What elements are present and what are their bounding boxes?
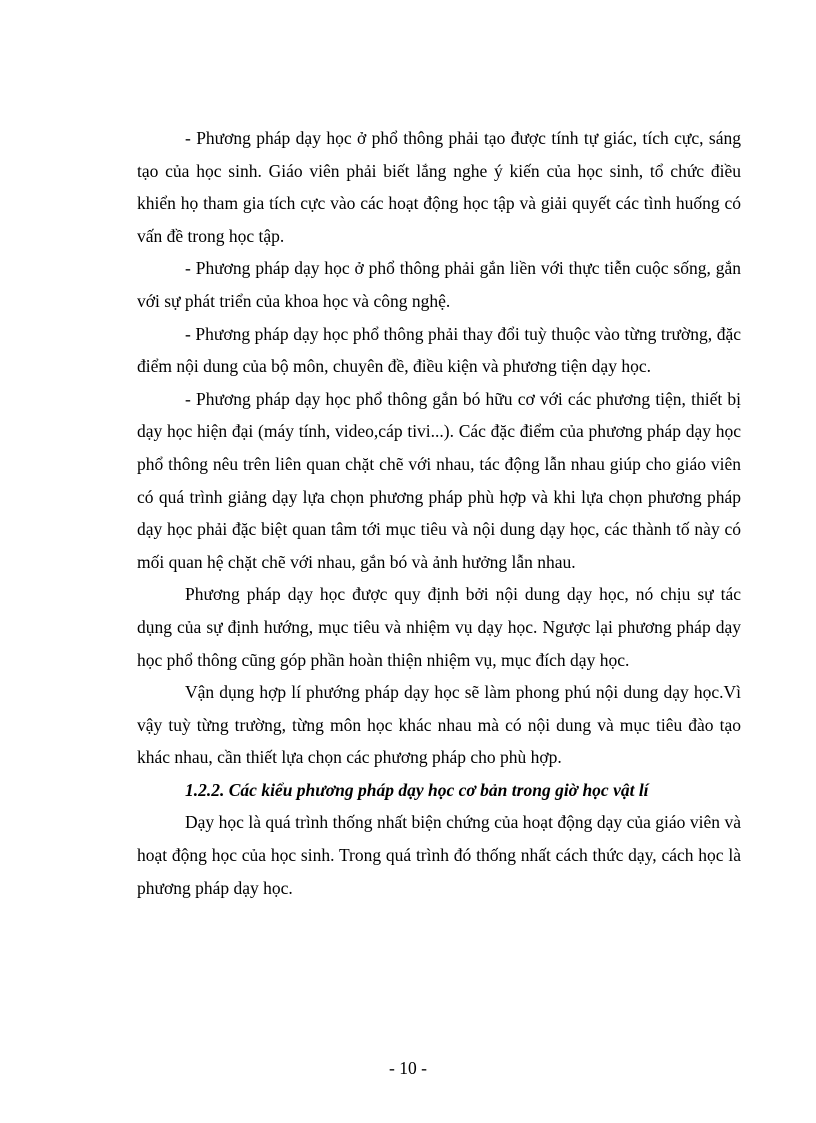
section-paragraph-1: Dạy học là quá trình thống nhất biện chứng của hoạt động dạy của giáo viên và hoạt động học của học sinh. Trong quá trình đó thống nhất cách thức dạy, cách học là phương pháp dạy học.	[137, 812, 741, 898]
paragraph-6: Vận dụng hợp lí phướng pháp dạy học sẽ làm phong phú nội dung dạy học.Vì vậy tuỳ từng trường, từng môn học khác nhau mà có nội dung và mục tiêu đào tạo khác nhau, cần thiết lựa chọn các phương pháp cho phù hợp.	[137, 682, 741, 768]
document-page	[137, 122, 741, 904]
paragraph-1: - Phương pháp dạy học ở phổ thông phải tạo được tính tự giác, tích cực, sáng tạo của học sinh. Giáo viên phải biết lắng nghe ý kiến của học sinh, tổ chức điều khiển họ tham gia tích cực vào các hoạt động học tập và giải quyết các tình huống có vấn đề trong học tập.	[137, 128, 741, 246]
paragraph-3: - Phương pháp dạy học phổ thông phải thay đổi tuỳ thuộc vào từng trường, đặc điểm nội dung của bộ môn, chuyên đề, điều kiện và phương tiện dạy học.	[137, 323, 741, 377]
paragraph-4: - Phương pháp dạy học phổ thông gắn bó hữu cơ với các phương tiện, thiết bị dạy học hiện đại (máy tính, video,cáp tivi...). Các đặc điểm của phương pháp dạy học phổ thông nêu trên liên quan chặt chẽ với nhau, tác động lẫn nhau giúp cho giáo viên có quá trình giảng dạy lựa chọn phương pháp phù hợp và khi lựa chọn phương pháp dạy học phải đặc biệt quan tâm tới mục tiêu và nội dung dạy học, các thành tố này có mối quan hệ chặt chẽ với nhau, gắn bó và ảnh hưởng lẫn nhau.	[137, 388, 741, 572]
page-number: - 10 -	[389, 1058, 427, 1078]
paragraph-2: - Phương pháp dạy học ở phổ thông phải gắn liền với thực tiễn cuộc sống, gắn với sự phát triển của khoa học và công nghệ.	[137, 258, 741, 311]
section-heading: 1.2.2. Các kiểu phương pháp dạy học cơ bản trong giờ học vật lí	[185, 779, 649, 800]
paragraph-5: Phương pháp dạy học được quy định bởi nội dung dạy học, nó chịu sự tác dụng của sự định hướng, mục tiêu và nhiệm vụ dạy học. Ngược lại phương pháp dạy học phổ thông cũng góp phần hoàn thiện nhiệm vụ, mục đích dạy học.	[137, 584, 741, 670]
